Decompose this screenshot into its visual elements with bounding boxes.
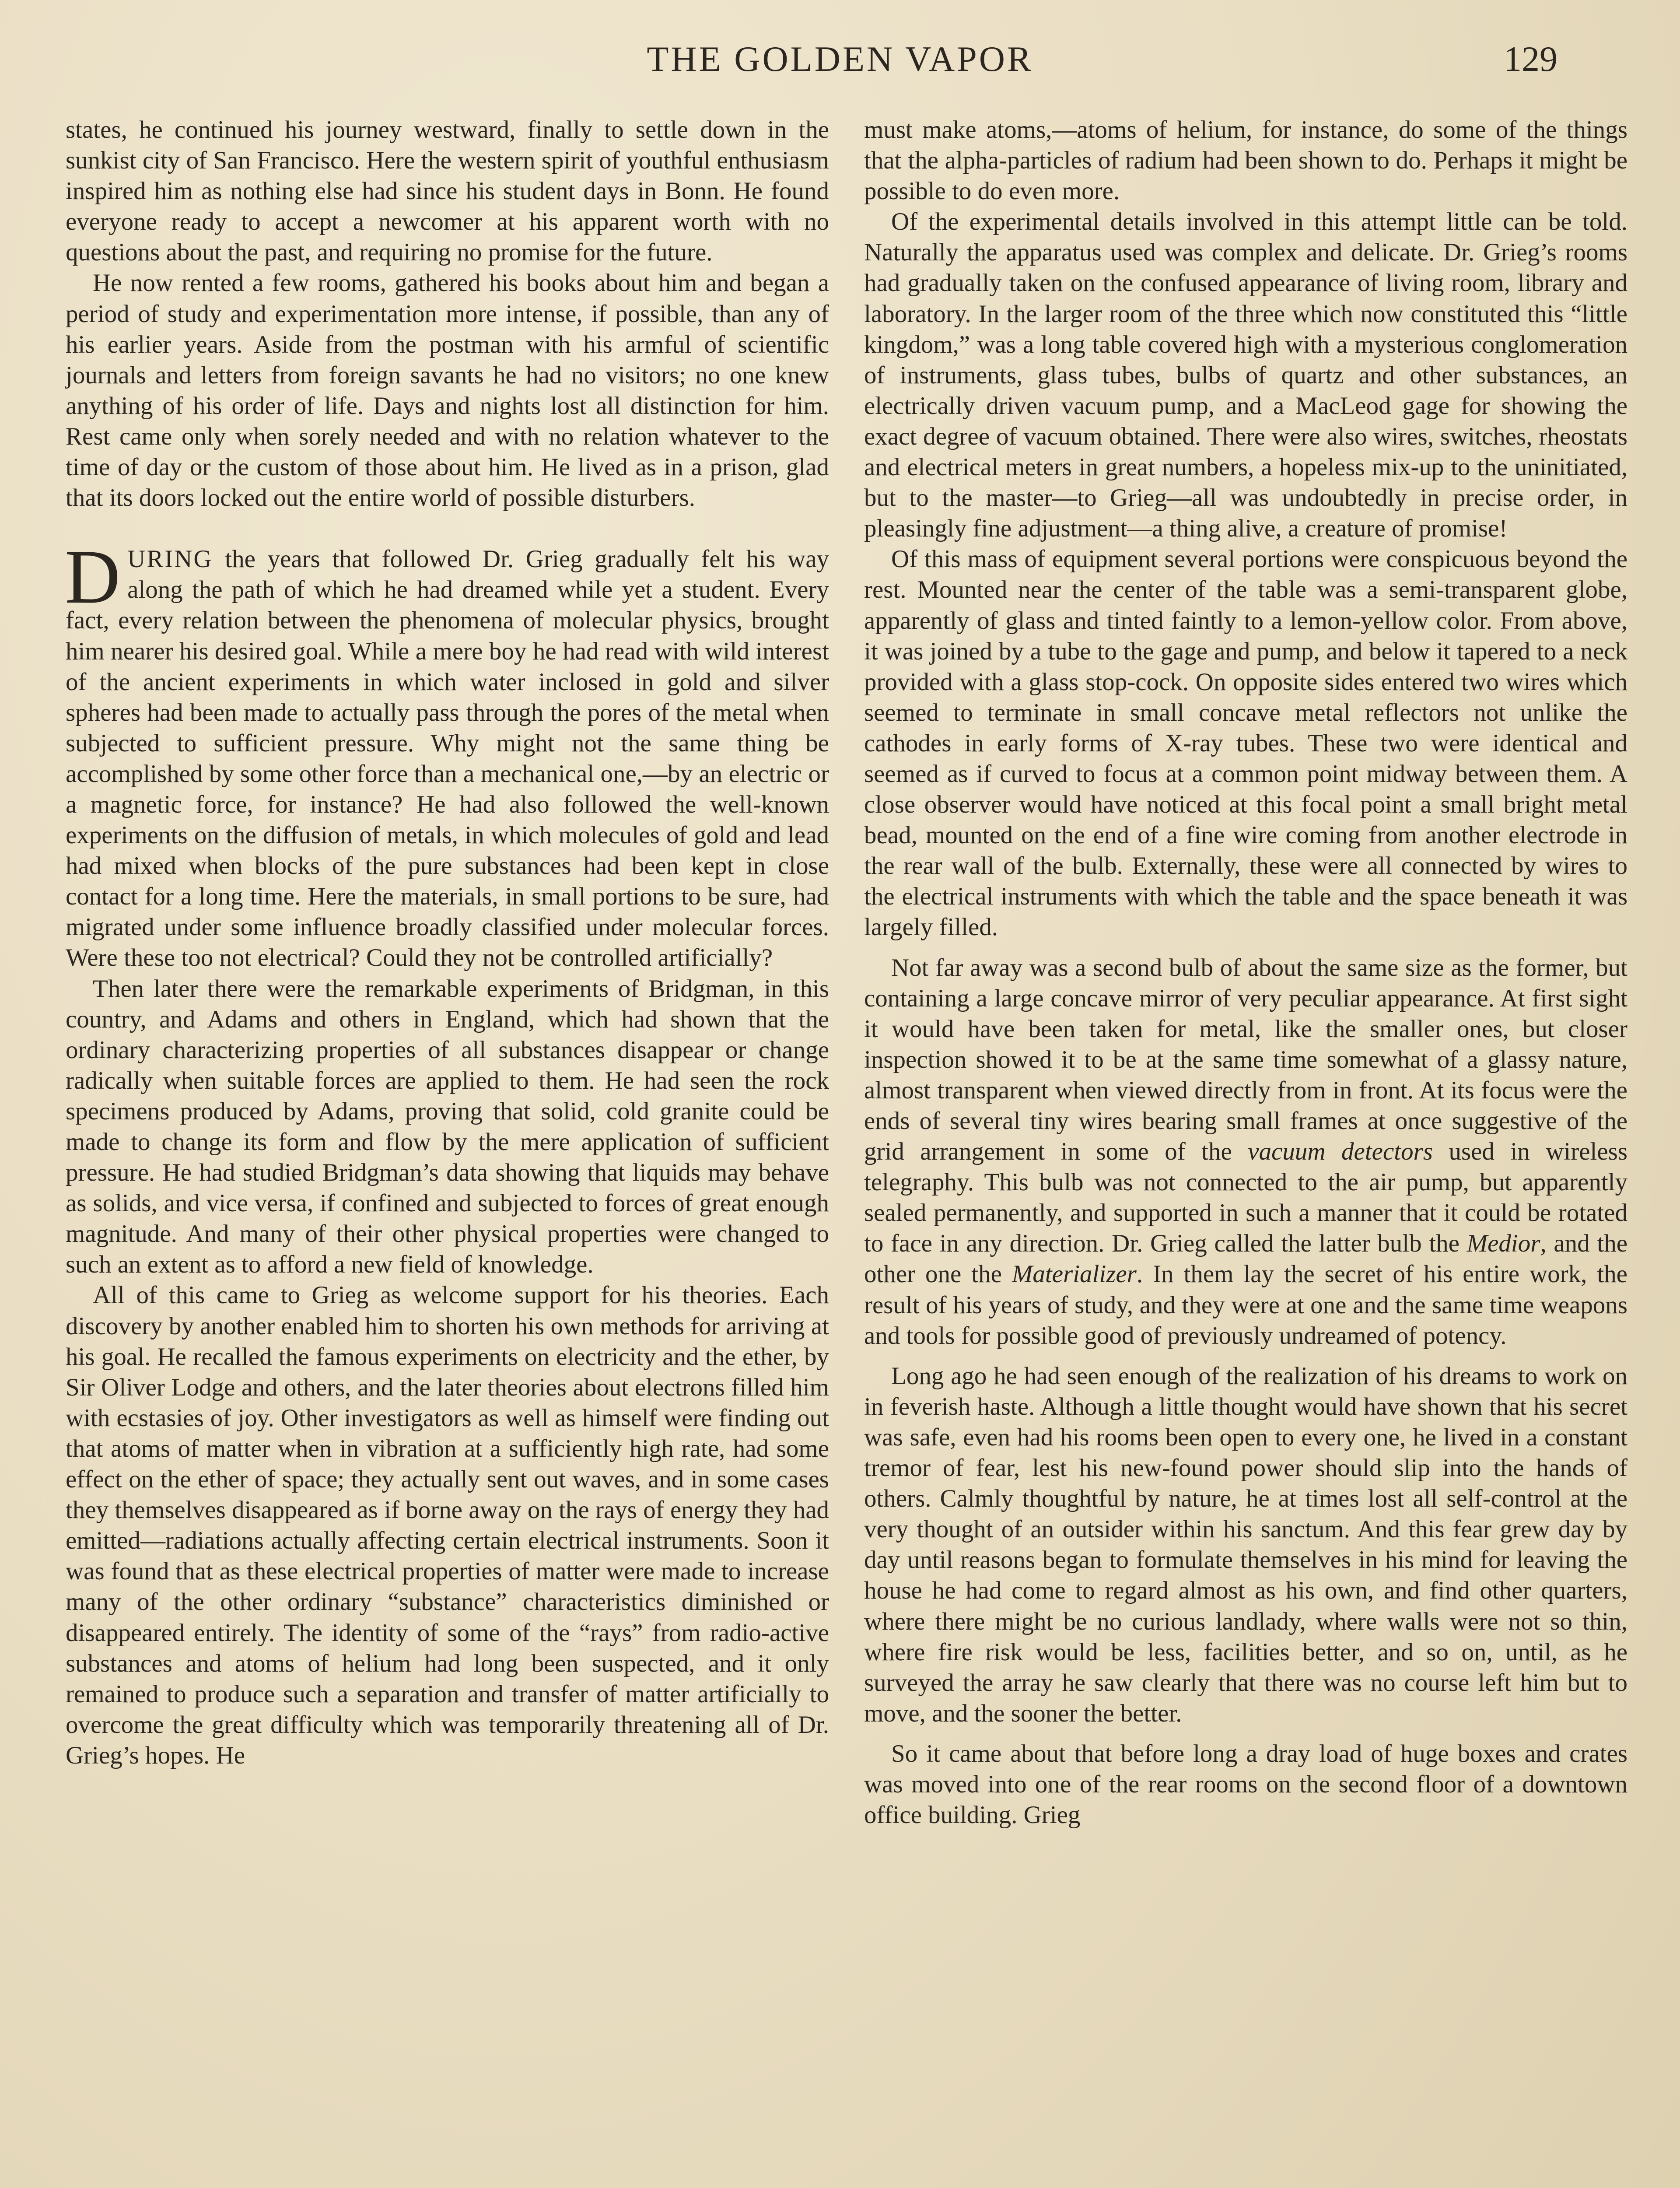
italic-term: Medior: [1466, 1230, 1540, 1258]
page-header: [66, 35, 1614, 83]
paragraph: All of this came to Grieg as welcome support for his theories. Each discovery by another enabled him to shorten his own methods for arriving at his goal. He recalled the famous experiments on electricity and the ether, by Sir Oliver Lodge and others, and the later theories about electrons filled him with ecstasies of joy. Other investigators as well as himself were finding out that atoms of matter when in vibration at a sufficiently high rate, had some effect on the ether of space; they actually sent out waves, and in some cases they themselves disappeared as if borne away on the rays of energy they had emitted—radiations actually affecting certain electrical instruments. Soon it was found that as these electrical properties of matter were made to increase many of the other ordinary “substance” characteristics diminished or disappeared entirely. The identity of some of the “rays” from radio-active substances and atoms of helium had long been suspected, and it only remained to produce such a separation and transfer of matter artificially to overcome the great difficulty which was temporarily threatening all of Dr. Grieg’s hopes. He: [66, 1281, 829, 1769]
paragraph: Of this mass of equipment several portions were conspicuous beyond the rest. Mounted near the center of the table was a semi-transparent globe, apparently of glass and tinted faintly to a lemon-yellow color. From above, it was joined by a tube to the gage and pump, and below it tapered to a neck provided with a glass stop-cock. On opposite sides entered two wires which seemed to terminate in small concave metal reflectors not unlike the cathodes in early forms of X-ray tubes. These two were identical and seemed as if curved to focus at a common point midway between them. A close observer would have noticed at this focal point a small bright metal bead, mounted on the end of a fine wire coming from another electrode in the rear wall of the bulb. Externally, these were all connected by wires to the electrical instruments with which the table and the space beneath it was largely filled.: [864, 545, 1628, 941]
paragraph: [864, 953, 1628, 1351]
paragraph: Of the experimental details involved in this attempt little can be told. Naturally the apparatus used was complex and delicate. Dr. Grieg’s rooms had gradually taken on the confused appearance of living room, library and laboratory. In the larger room of the three which now constituted this “little kingdom,” was a long table covered high with a mysterious conglomeration of instruments, glass tubes, bulbs of quartz and other substances, an electrically driven vacuum pump, and a MacLeod gage for showing the exact degree of vacuum obtained. There were also wires, switches, rheostats and electrical meters in great numbers, a hopeless mix-up to the uninitiated, but to the master—to Grieg—all was undoubtedly in precise order, in pleasingly fine adjustment—a thing alive, a creature of promise!: [864, 208, 1628, 543]
paragraph-text: the years that followed Dr. Grieg gradually felt his way along the path of which he had dreamed while yet a student. Every fact, every relation between the phenomena of molecular physics, brought him nearer his desired goal. While a mere boy he had read with wild interest of the ancient experiments in which water inclosed in gold and silver spheres had been made to actually pass through the pores of the metal when subjected to sufficient pressure. Why might not the same thing be accomplished by some other force than a mechanical one,—by an electric or a magnetic force, for instance? He had also followed the well-known experiments on the diffusion of metals, in which molecules of gold and lead had mixed when blocks of the pure substances had been kept in close contact for a long time. Here the materials, in small portions to be sure, had migrated under some influence broadly classified under molecular forces. Were these too not electrical? Could they not be controlled artificially?: [66, 545, 829, 972]
right-column: [864, 115, 1628, 1830]
drop-cap: D: [65, 534, 121, 620]
paragraph-with-drop-cap: [65, 534, 829, 973]
paragraph: states, he continued his journey westward, finally to settle down in the sunkist city of San Francisco. Here the western spirit of youthful enthusiasm inspired him as nothing else had since his student days in Bonn. He found everyone ready to accept a newcomer at his apparent worth with no questions about the past, and requiring no promise for the future.: [66, 116, 829, 266]
italic-term: Materializer: [1012, 1260, 1137, 1288]
small-caps-lead: URING: [127, 545, 213, 573]
left-column: [66, 115, 829, 1771]
paragraph-text: , and the other one the: [864, 1230, 1628, 1288]
paragraph-text: . In them lay the secret of his entire work, the result of his years of study, and they were at one and the same time weapons and tools for possible good of previously undreamed of potency.: [864, 1260, 1628, 1350]
paragraph: Long ago he had seen enough of the realization of his dreams to work on in feverish haste. Although a little thought would have shown that his secret was safe, even had his rooms been open to every one, he lived in a constant tremor of fear, lest his new-found power should slip into the hands of others. Calmly thoughtful by nature, he at times lost all self-control at the very thought of an outsider within his sanctum. And this fear grew day by day until reasons began to formulate themselves in his mind for leaving the house he had come to regard almost as his own, and find other quarters, where there might be no curious landlady, where walls were not so thin, where fire risk would be less, facilities better, and so on, until, as he surveyed the array he saw clearly that there was no course left him but to move, and the sooner the better.: [864, 1362, 1628, 1727]
italic-term: vacuum detectors: [1248, 1138, 1433, 1166]
paragraph: So it came about that before long a dray load of huge boxes and crates was moved into one of the rear rooms on the second floor of a downtown office building. Grieg: [864, 1739, 1628, 1829]
paragraph: Then later there were the remarkable experiments of Bridgman, in this country, and Adams and others in England, which had shown that the ordinary characterizing properties of all substances disappear or change radically when suitable forces are applied to them. He had seen the rock specimens produced by Adams, proving that solid, cold granite could be made to change its form and flow by the mere application of sufficient pressure. He had studied Bridgman’s data showing that liquids may behave as solids, and vice versa, if confined and subjected to forces of great enough magnitude. And many of their other physical properties were changed to such an extent as to afford a new field of knowledge.: [66, 975, 829, 1279]
paragraph: must make atoms,—atoms of helium, for instance, do some of the things that the alpha-particles of radium had been shown to do. Perhaps it might be possible to do even more.: [864, 116, 1628, 205]
page-number: 129: [1504, 39, 1558, 79]
paragraph: He now rented a few rooms, gathered his books about him and began a period of study and experimentation more intense, if possible, than any of his earlier years. Aside from the postman with his armful of scientific journals and letters from foreign savants he had no visitors; no one knew anything of his order of life. Days and nights lost all distinction for him. Rest came only when sorely needed and with no relation whatever to the time of day or the custom of those about him. He lived as in a prison, glad that its doors locked out the entire world of possible disturbers.: [66, 269, 829, 512]
paragraph-text: used in wireless telegraphy. This bulb was not connected to the air pump, but apparently sealed permanently, and supported in such a manner that it could be rotated to face in any direction. Dr. Grieg called the latter bulb the: [864, 1138, 1628, 1258]
running-title: THE GOLDEN VAPOR: [647, 39, 1033, 79]
paragraph-text: Not far away was a second bulb of about the same size as the former, but containing a large concave mirror of very peculiar appearance. At first sight it would have been taken for metal, like the smaller ones, but closer inspection showed it to be at the same time somewhat of a glassy nature, almost transparent when viewed directly from in front. At its focus were the ends of several tiny wires bearing small frames at once suggestive of the grid arrangement in some of the: [864, 954, 1628, 1166]
